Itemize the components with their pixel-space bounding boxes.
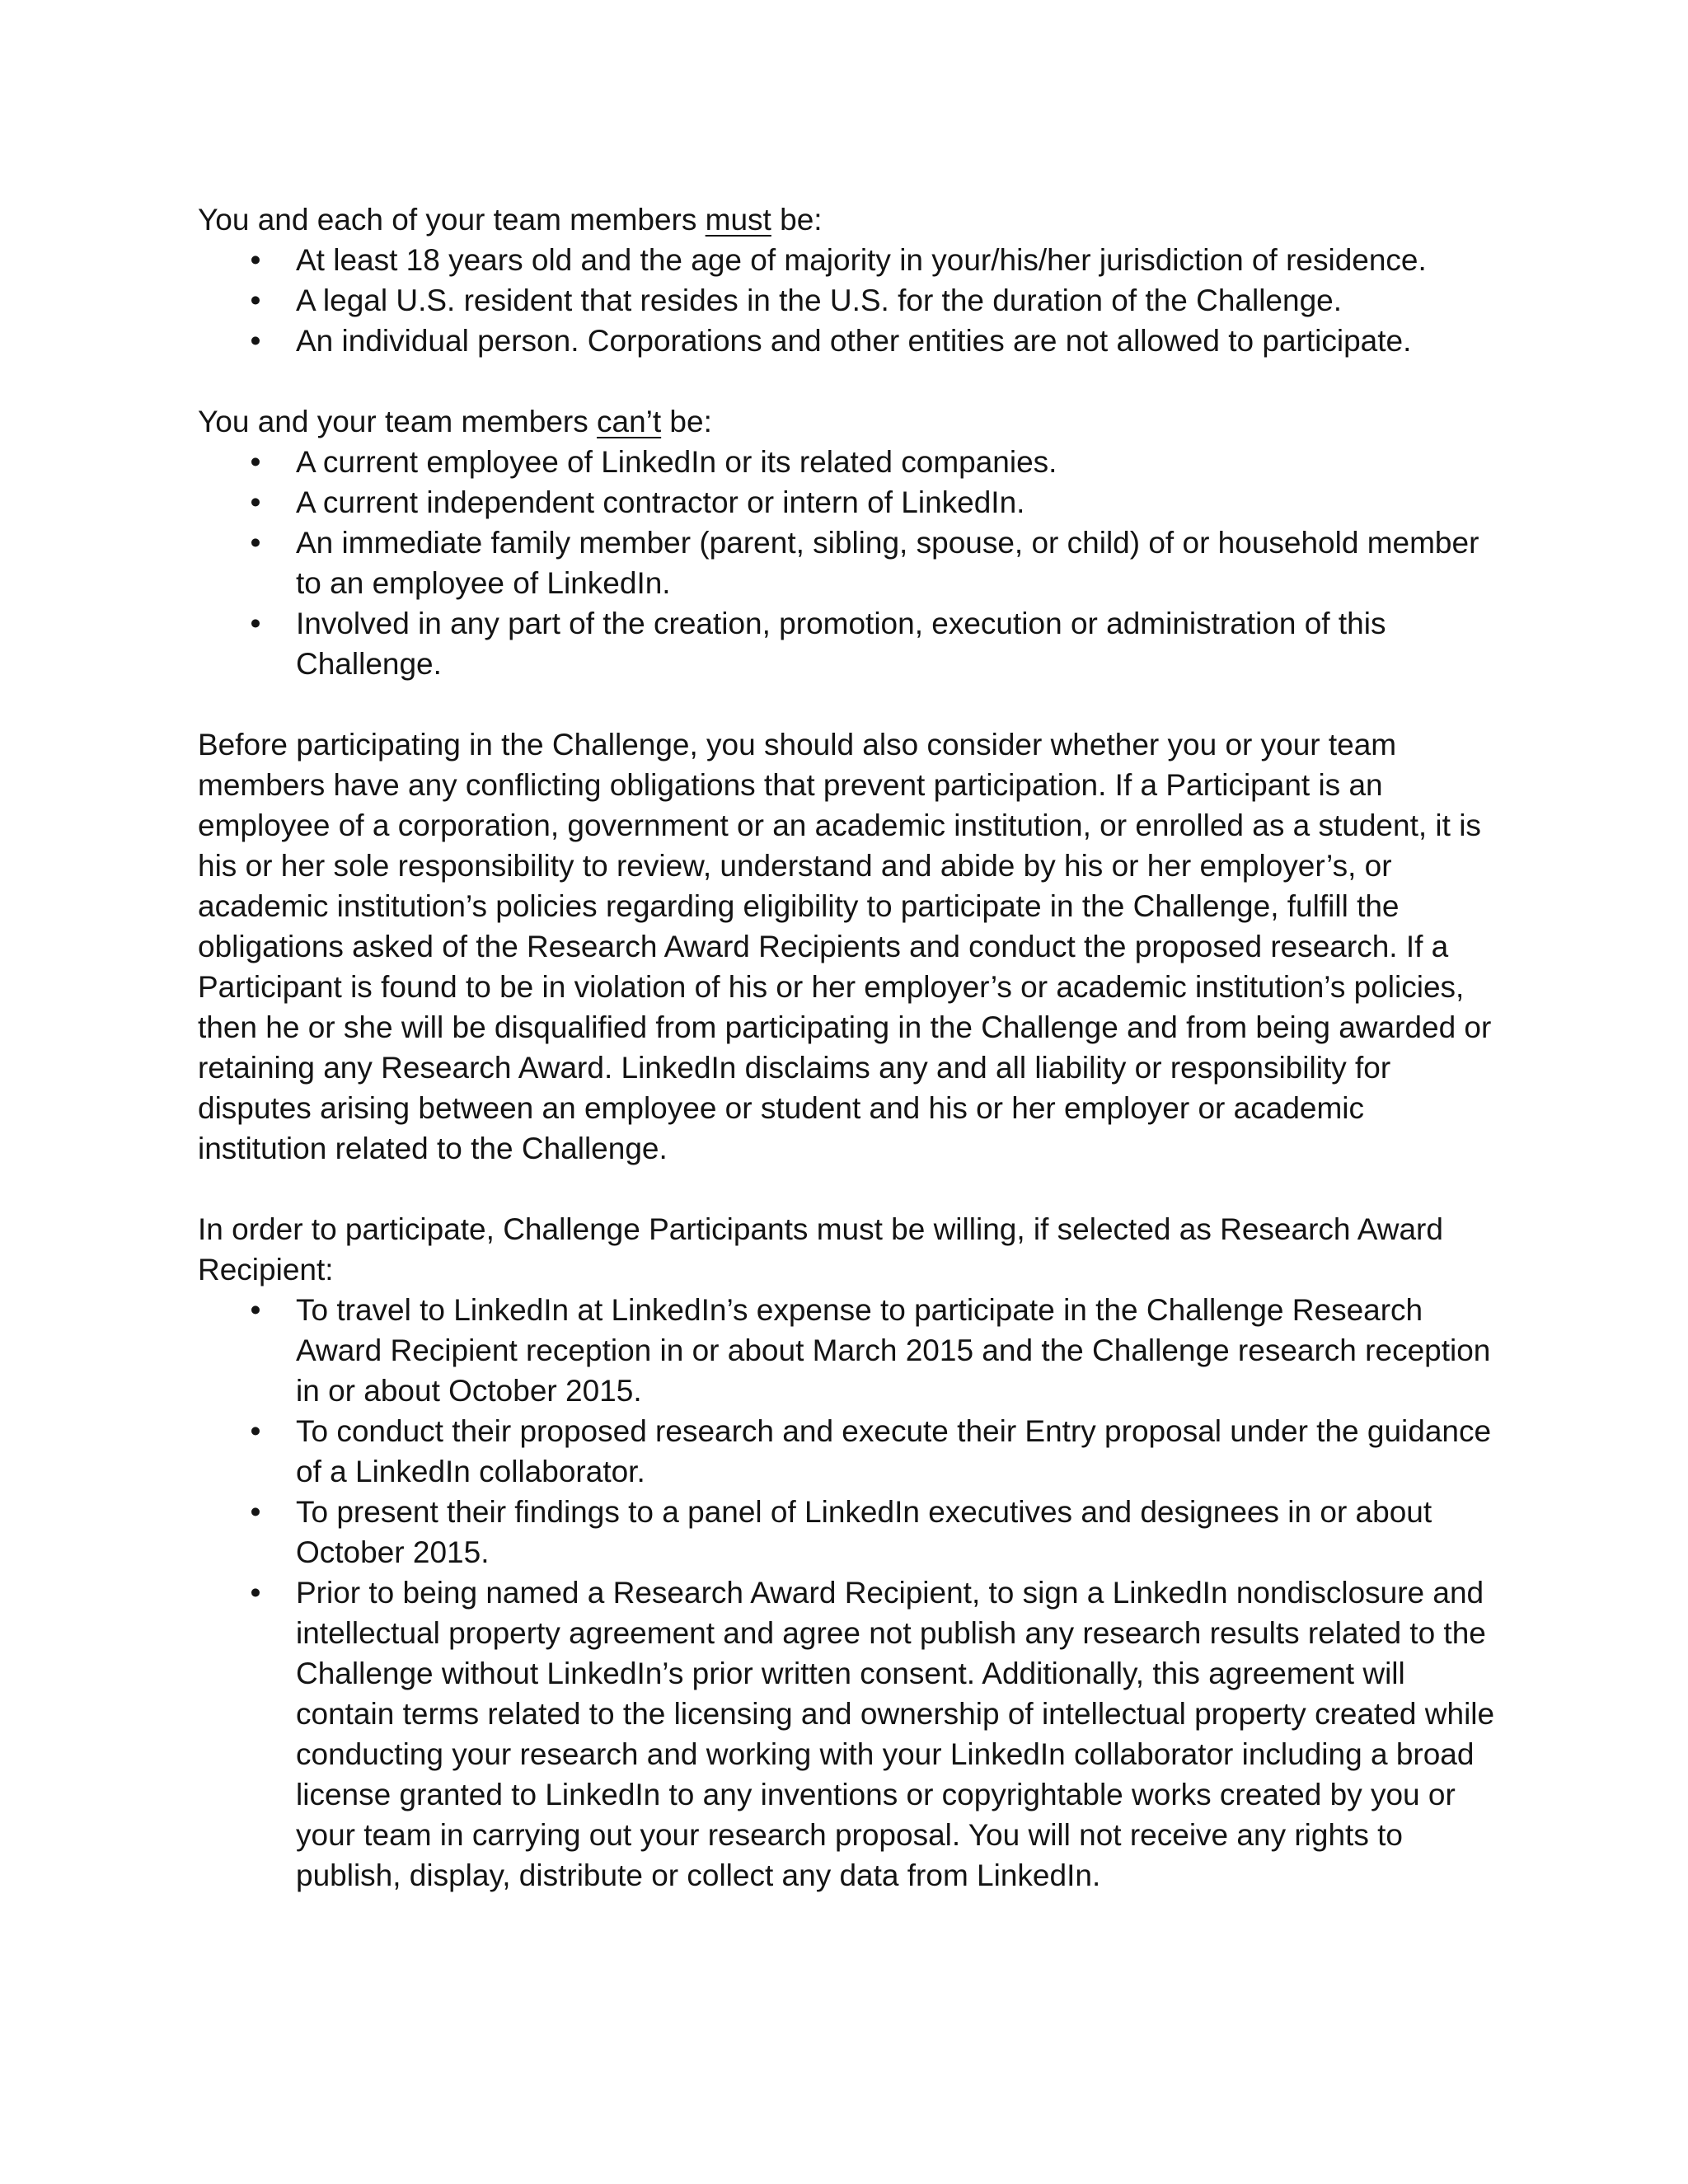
participation-lead: In order to participate, Challenge Participants must be willing, if selected as Research Award Recipient: [198,1212,1443,1286]
cant-emphasis: can’t [597,405,662,438]
list-item [198,523,1500,603]
list-item [198,1290,1500,1411]
list-item-text: At least 18 years old and the age of majority in your/his/her jurisdiction of residence. [296,243,1427,277]
cant-lead-before: You and your team members [198,405,597,438]
bullet-icon: • [250,1293,261,1327]
list-item-text: A legal U.S. resident that resides in the U.S. for the duration of the Challenge. [296,284,1343,317]
bullet-icon: • [250,1414,261,1448]
bullet-icon: • [250,485,261,519]
list-item-text: An individual person. Corporations and other entities are not allowed to participate. [296,324,1412,358]
list-item [198,442,1500,482]
cant-lead-after: be: [661,405,712,438]
list-item-text: Prior to being named a Research Award Recipient, to sign a LinkedIn nondisclosure and intellectual property agreement and agree not publish any research results related to the Challenge without LinkedIn’s prior written consent. Additionally, this agreement will contain terms related to the licensing and ownership of intellectual property created while conducting your research and working with your LinkedIn collaborator including a broad license granted to LinkedIn to any inventions or copyrightable works created by you or your team in carrying out your research proposal. You will not receive any rights to publish, display, distribute or collect any data from LinkedIn. [296,1576,1495,1892]
cant-be-lead [198,401,1500,442]
list-item-text: A current employee of LinkedIn or its related companies. [296,445,1057,479]
conflicting-obligations-section [198,724,1500,1169]
eligibility-must-section [198,199,1500,361]
bullet-icon: • [250,526,261,560]
must-be-list [198,240,1500,361]
eligibility-cant-section [198,401,1500,684]
list-item-text: To travel to LinkedIn at LinkedIn’s expense to participate in the Challenge Research Award Recipient reception in or about March 2015 and the Challenge research reception in or about October 2015. [296,1293,1491,1408]
list-item-text: To present their findings to a panel of LinkedIn executives and designees in or about October 2015. [296,1495,1432,1569]
bullet-icon: • [250,1495,261,1529]
conflicting-obligations-paragraph: Before participating in the Challenge, you should also consider whether you or your team members have any conflicting obligations that prevent participation. If a Participant is an employee of a corporation, government or an academic institution, or enrolled as a student, it is his or her sole responsibility to review, understand and abide by his or her employer’s, or academic institution’s policies regarding eligibility to participate in the Challenge, fulfill the obligations asked of the Research Award Recipients and conduct the proposed research. If a Participant is found to be in violation of his or her employer’s or academic institution’s policies, then he or she will be disqualified from participating in the Challenge and from being awarded or retaining any Research Award. LinkedIn disclaims any and all liability or responsibility for disputes arising between an employee or student and his or her employer or academic institution related to the Challenge. [198,728,1492,1165]
list-item [198,1411,1500,1492]
must-lead-before: You and each of your team members [198,203,706,237]
list-item [198,603,1500,684]
bullet-icon: • [250,284,261,317]
participation-list [198,1290,1500,1896]
list-item-text: A current independent contractor or intern of LinkedIn. [296,485,1025,519]
list-item [198,321,1500,361]
document-content [198,199,1500,1936]
cant-be-list [198,442,1500,684]
list-item-text: To conduct their proposed research and execute their Entry proposal under the guidance of a LinkedIn collaborator. [296,1414,1492,1488]
list-item [198,1572,1500,1896]
list-item [198,482,1500,523]
bullet-icon: • [250,445,261,479]
must-emphasis: must [705,203,771,237]
list-item [198,240,1500,280]
list-item [198,280,1500,321]
must-lead-after: be: [771,203,823,237]
list-item-text: Involved in any part of the creation, promotion, execution or administration of this Challenge. [296,607,1386,681]
list-item [198,1492,1500,1572]
list-item-text: An immediate family member (parent, sibling, spouse, or child) of or household member to an employee of LinkedIn. [296,526,1479,600]
must-be-lead [198,199,1500,240]
participation-requirements-section [198,1209,1500,1896]
bullet-icon: • [250,243,261,277]
bullet-icon: • [250,607,261,640]
bullet-icon: • [250,1576,261,1610]
bullet-icon: • [250,324,261,358]
